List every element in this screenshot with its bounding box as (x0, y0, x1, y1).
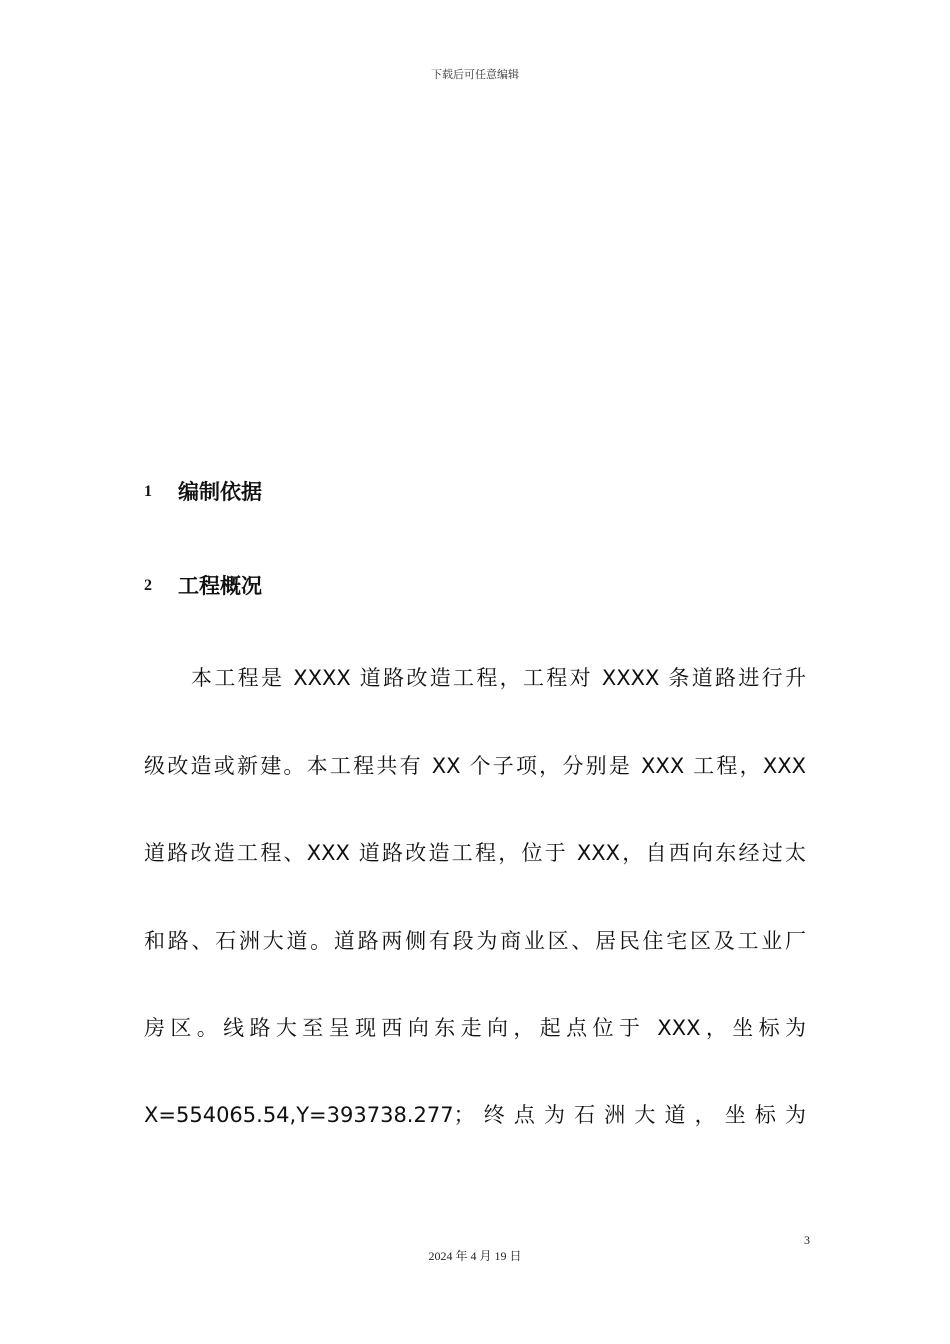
section-title: 编制依据 (178, 480, 262, 504)
page-number: 3 (804, 1233, 810, 1247)
section-title: 工程概况 (178, 574, 262, 598)
paragraph-line: 道路改造工程、XXX 道路改造工程，位于 XXX，自西向东经过太 (144, 841, 806, 865)
paragraph-line: X=554065.54,Y=393738.277；终点为石洲大道，坐标为 (144, 1103, 806, 1127)
section-number: 1 (144, 483, 152, 500)
paragraph-line: 房区。线路大至呈现西向东走向，起点位于 XXX，坐标为 (144, 1016, 806, 1040)
footer-date: 2024 年 4 月 19 日 (428, 1249, 522, 1263)
paragraph-line: 级改造或新建。本工程共有 XX 个子项，分别是 XXX 工程，XXX (144, 754, 806, 778)
page-header: 下载后可任意编辑 (431, 68, 519, 81)
section-number: 2 (144, 577, 152, 594)
paragraph-line: 本工程是 XXXX 道路改造工程，工程对 XXXX 条道路进行升 (191, 666, 806, 690)
section-heading-2 (144, 571, 262, 601)
section-heading-1 (144, 477, 262, 507)
paragraph-line: 和路、石洲大道。道路两侧有段为商业区、居民住宅区及工业厂 (144, 929, 806, 953)
